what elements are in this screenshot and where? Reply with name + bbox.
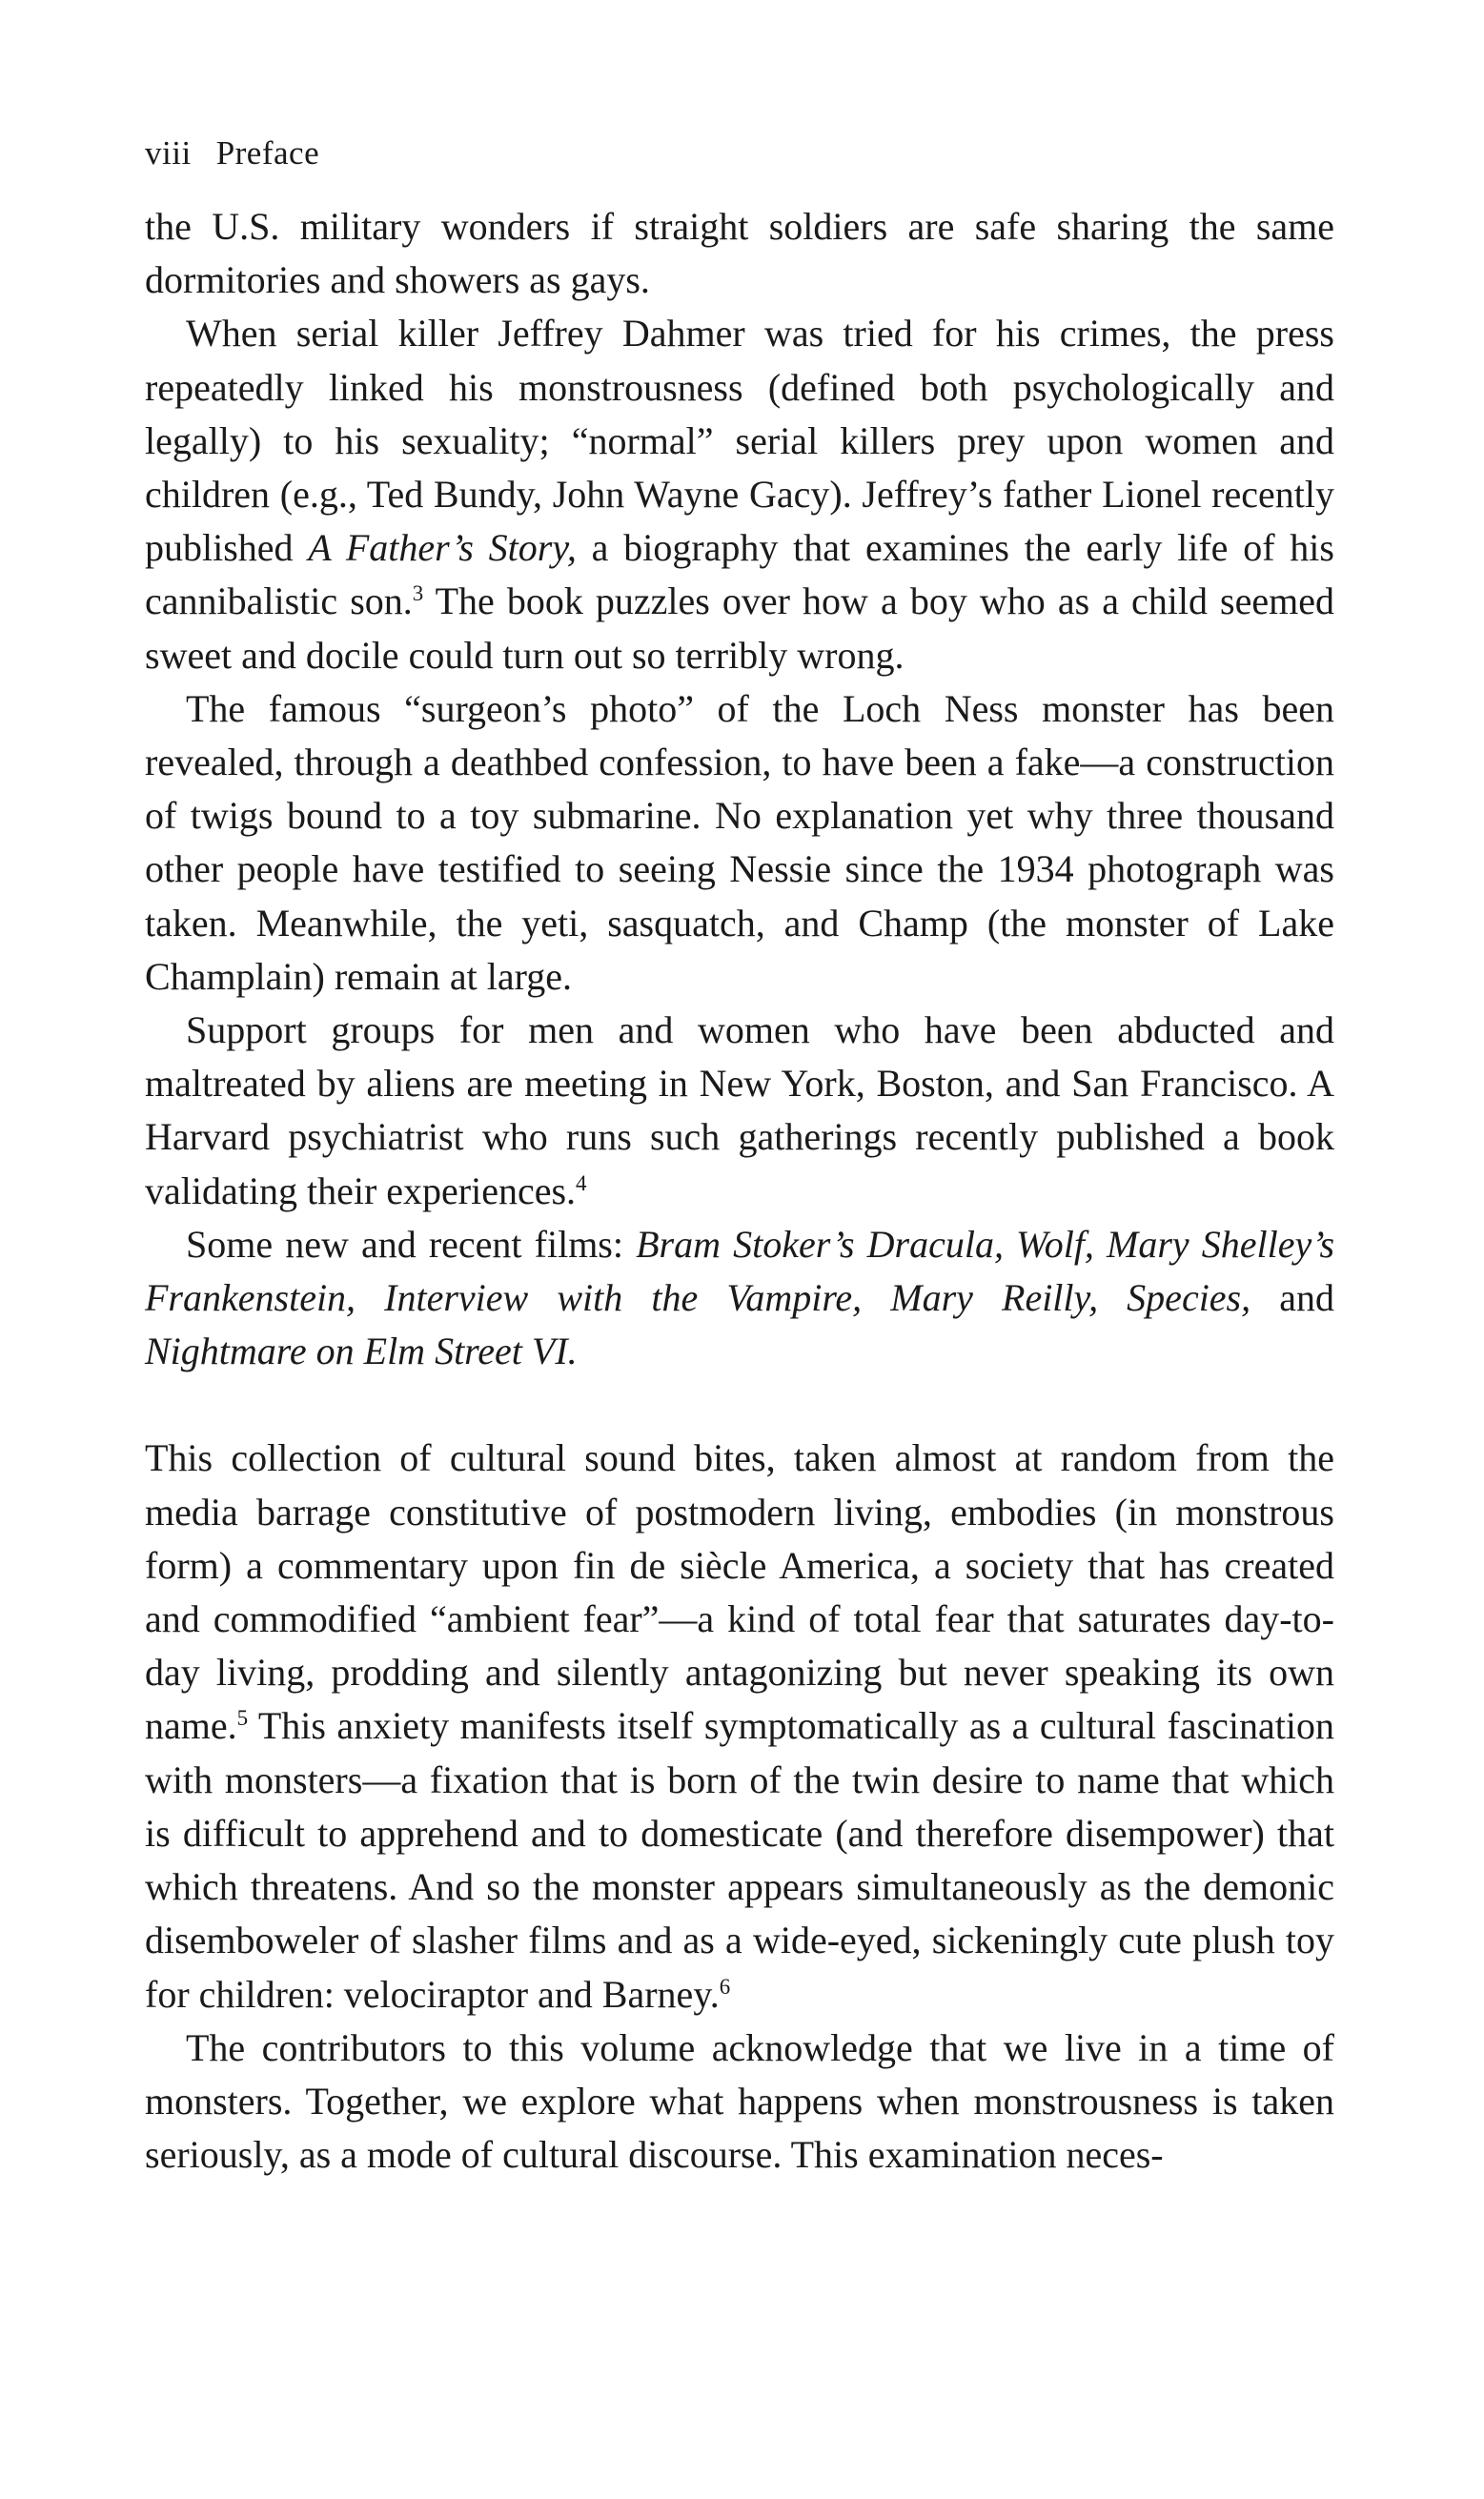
footnote-marker: 5 xyxy=(236,1706,249,1731)
footnote-marker: 6 xyxy=(719,1974,731,1999)
text-run: a biography that examines the early life of his cannibalistic son. xyxy=(145,526,1334,623)
film-title: Nightmare on Elm Street VI. xyxy=(145,1330,578,1373)
paragraph-contributors: The contributors to this volume acknowledge that we live in a time of monsters. Together, we explore what happens when monstrousness is taken seriously, as a mode of cultural discourse. This examination neces- xyxy=(145,2025,1334,2177)
paragraph-dahmer xyxy=(145,307,1334,681)
footnote-marker: 4 xyxy=(576,1170,587,1195)
text-run: This collection of cultural sound bites, taken almost at random from the media barrage constitutive of postmodern living, embodies (in monstrous form) a commentary upon fin de siècle America, a society that has created and commodified “ambient fear”—a kind of total fear that saturates day-to-day living, prodding and silently antagonizing but never speaking its own name. xyxy=(145,1436,1334,1748)
paragraph-sound-bites xyxy=(145,1432,1334,2021)
text-run: The book puzzles over how a boy who as a child seemed sweet and docile could turn out so terribly wrong. xyxy=(145,579,1334,677)
text-run: Support groups for men and women who have been abducted and maltreated by aliens are meeting in New York, Boston, and San Francisco. A Harvard psychiatrist who runs such gatherings recently published a book validating their experiences. xyxy=(145,1008,1334,1212)
paragraph-support-groups xyxy=(145,1004,1334,1218)
running-head-title: Preface xyxy=(215,134,320,172)
section-break xyxy=(145,1378,1334,1432)
paragraph-films xyxy=(145,1218,1334,1379)
page-number: viii xyxy=(145,134,192,172)
footnote-marker: 3 xyxy=(412,581,424,606)
paragraph-loch-ness: The famous “surgeon’s photo” of the Loch Ness monster has been revealed, through a deathbed confession, to have been a fake—a construction of twigs bound to a toy submarine. No explanation yet why three thousand other people have testified to seeing Nessie since the 1934 photograph was taken. Meanwhile, the yeti, sasquatch, and Champ (the monster of Lake Champlain) remain at large. xyxy=(145,686,1334,998)
book-title: A Father’s Story, xyxy=(308,526,577,570)
body-text xyxy=(145,200,1334,2182)
text-run: This anxiety manifests itself symptomatically as a cultural fascination with monsters—a fixation that is born of the twin desire to name that which is difficult to apprehend and to domesticate (and therefore disempower) that which threatens. And so the monster appears simultaneously as the demonic disemboweler of slasher films and as a wide-eyed, sickeningly cute plush toy for children: velociraptor and Barney. xyxy=(145,1704,1334,2016)
book-page xyxy=(145,133,1334,2182)
paragraph-continued: the U.S. military wonders if straight soldiers are safe sharing the same dormitories and showers as gays. xyxy=(145,205,1334,302)
running-head xyxy=(145,133,1334,173)
film-titles: Bram Stoker’s Dracula, Wolf, Mary Shelley’s Frankenstein, Interview with the Vampire, Mary Reilly, Species, xyxy=(145,1222,1335,1320)
text-run: Some new and recent films: xyxy=(186,1222,637,1266)
text-run: and xyxy=(1250,1276,1335,1320)
text-run: When serial killer Jeffrey Dahmer was tried for his crimes, the press repeatedly linked his monstrousness (defined both psychologically and legally) to his sexuality; “normal” serial killers prey upon women and children (e.g., Ted Bundy, John Wayne Gacy). Jeffrey’s father Lionel recently published xyxy=(145,312,1334,570)
